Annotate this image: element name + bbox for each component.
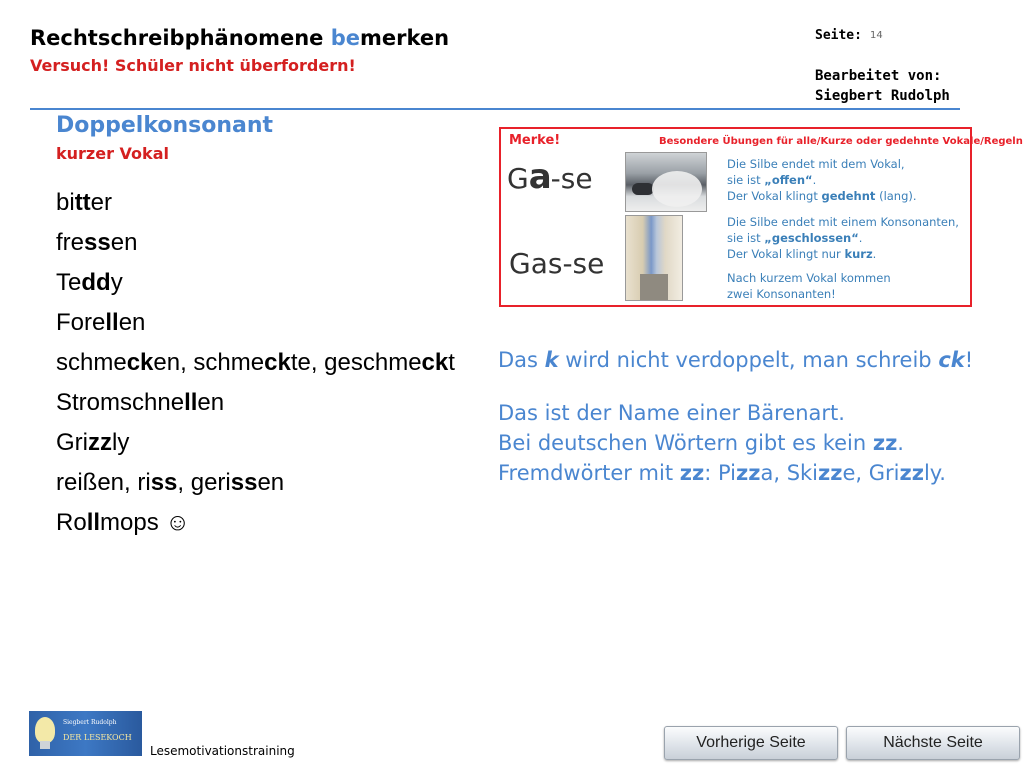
- word-consonant-highlight: ck: [421, 349, 449, 376]
- note-zz-line3-d: e, Gri: [842, 461, 900, 485]
- exhaust-photo-icon: [625, 152, 707, 212]
- word-list: [56, 186, 455, 546]
- word-item: [56, 306, 455, 346]
- word-consonant-highlight: tt: [74, 189, 91, 216]
- word-segment: Te: [56, 269, 82, 296]
- note-zz-line2-b: .: [897, 431, 904, 455]
- note-zz-line3-zz1: zz: [679, 461, 705, 485]
- note-ck-letter: k: [544, 348, 559, 372]
- word-consonant-highlight: ss: [84, 229, 111, 256]
- note-zz-line3: [498, 458, 946, 488]
- topic-subtitle: kurzer Vokal: [56, 144, 169, 163]
- rule-closed-line3: [727, 246, 959, 262]
- word-open-vowel: a: [528, 157, 551, 197]
- merke-heading: Besondere Übungen für alle/Kurze oder gedehnte Vokale/Regeln: [659, 136, 1023, 147]
- title-part1: Rechtschreibphänomene: [30, 26, 331, 50]
- rule-open-line3-a: Der Vokal klingt: [727, 189, 822, 203]
- rule-open-line2-a: sie ist: [727, 173, 765, 187]
- word-segment: Fore: [56, 309, 106, 336]
- word-consonant-highlight: ss: [230, 469, 258, 496]
- rule-closed-line3-b: kurz: [844, 247, 873, 261]
- word-closed-syllable: Gas-se: [509, 247, 605, 280]
- note-ck-ck: ck: [938, 348, 965, 372]
- rule-closed-line3-a: Der Vokal klingt nur: [727, 247, 845, 261]
- word-segment: y: [110, 269, 123, 296]
- word-item: [56, 506, 455, 546]
- rule-closed-line2-a: sie ist: [727, 231, 765, 245]
- word-segment: Ro: [56, 509, 87, 536]
- word-consonant-highlight: zz: [88, 429, 112, 456]
- word-segment: te, geschme: [290, 349, 422, 376]
- word-segment: reißen, ri: [56, 469, 151, 496]
- edited-by-name: Siegbert Rudolph: [815, 88, 950, 104]
- next-page-button[interactable]: Nächste Seite: [846, 726, 1020, 760]
- lesekoch-logo: [29, 711, 142, 756]
- word-segment: Stromschne: [56, 389, 185, 416]
- word-segment: , geri: [177, 469, 231, 496]
- word-segment: Gri: [56, 429, 88, 456]
- word-segment: fre: [56, 229, 85, 256]
- title-highlight: be: [330, 26, 361, 50]
- page-title: [30, 26, 449, 50]
- note-ck-part3: !: [964, 348, 974, 372]
- word-consonant-highlight: ll: [184, 389, 198, 416]
- word-segment: schme: [56, 349, 127, 376]
- word-segment: en: [197, 389, 225, 416]
- edited-by-label: Bearbeitet von:: [815, 68, 942, 84]
- rule-open-line2-c: .: [812, 173, 817, 187]
- rule-open-line3-b: gedehnt: [821, 189, 876, 203]
- word-open-syllable: [507, 157, 593, 197]
- word-item: [56, 186, 455, 226]
- word-item: [56, 386, 455, 426]
- merke-label: Merke!: [509, 133, 561, 148]
- note-zz-line3-c: a, Ski: [760, 461, 819, 485]
- note-zz-line3-a: Fremdwörter mit: [498, 461, 680, 485]
- word-item: [56, 346, 455, 386]
- lightbulb-icon: [35, 717, 55, 743]
- word-segment: t: [448, 349, 455, 376]
- logo-brand: DER LESEKOCH: [63, 733, 132, 742]
- note-zz-line3-zz3: zz: [818, 461, 843, 485]
- note-zz-line3-zz4: zz: [899, 461, 924, 485]
- word-consonant-highlight: dd: [81, 269, 111, 296]
- rule-closed-line2-c: .: [858, 231, 863, 245]
- title-part2: merken: [360, 26, 450, 50]
- rule-open-line2-b: „offen“: [764, 173, 813, 187]
- note-zz: [498, 398, 946, 488]
- word-consonant-highlight: ss: [150, 469, 178, 496]
- word-item: [56, 466, 455, 506]
- logo-author: Siegbert Rudolph: [63, 719, 117, 726]
- word-consonant-highlight: ll: [86, 509, 101, 536]
- page-label: Seite:: [815, 28, 862, 43]
- rule-open-line1: Die Silbe endet mit dem Vokal,: [727, 157, 905, 171]
- rule-short-vowel: [727, 270, 891, 302]
- word-consonant-highlight: ck: [126, 349, 154, 376]
- rule-open-line2: [727, 172, 917, 188]
- alley-photo-icon: [625, 215, 683, 301]
- note-zz-line2-a: Bei deutschen Wörtern gibt es kein: [498, 431, 873, 455]
- note-zz-line2-zz: zz: [872, 431, 898, 455]
- note-zz-line3-b: : Pi: [704, 461, 737, 485]
- rule-closed-line2: [727, 230, 959, 246]
- rule-closed-syllable: [727, 214, 959, 262]
- merke-box: [499, 127, 1023, 307]
- word-item: [56, 426, 455, 466]
- topic-title: Doppelkonsonant: [56, 113, 274, 138]
- rule-open-line3: [727, 188, 917, 204]
- rule-closed-line3-c: .: [872, 247, 877, 261]
- rule-open-syllable: [727, 156, 917, 204]
- exhaust-pipe: [632, 183, 654, 195]
- word-segment: ly: [112, 429, 130, 456]
- rule-short-line1: Nach kurzem Vokal kommen: [727, 271, 891, 285]
- word-segment: en: [118, 309, 146, 336]
- word-segment: en: [257, 469, 285, 496]
- word-consonant-highlight: ll: [105, 309, 119, 336]
- footer-label: Lesemotivationstraining: [150, 744, 295, 758]
- rule-closed-line1: Die Silbe endet mit einem Konsonanten,: [727, 215, 959, 229]
- word-segment: bi: [56, 189, 75, 216]
- word-item: [56, 266, 455, 306]
- rule-open-line3-c: (lang).: [875, 189, 917, 203]
- rule-closed-line2-b: „geschlossen“: [764, 231, 859, 245]
- note-ck-part2: wird nicht verdoppelt, man schreib: [558, 348, 939, 372]
- note-ck: [498, 348, 973, 372]
- note-ck-part1: Das: [498, 348, 545, 372]
- word-open-part1: G: [507, 162, 529, 195]
- word-item: [56, 226, 455, 266]
- note-zz-line3-e: ly.: [923, 461, 946, 485]
- note-zz-line1: Das ist der Name einer Bärenart.: [498, 401, 845, 425]
- word-consonant-highlight: ck: [264, 349, 291, 376]
- page-number: 14: [870, 30, 883, 41]
- smoke-cloud: [652, 171, 702, 207]
- lightbulb-base: [40, 741, 50, 749]
- word-segment: mops ☺: [100, 509, 190, 536]
- rule-short-line2: zwei Konsonanten!: [727, 287, 836, 301]
- page-subtitle: Versuch! Schüler nicht überfordern!: [30, 56, 356, 75]
- word-segment: en, schme: [153, 349, 265, 376]
- alley-road: [640, 274, 668, 300]
- word-segment: er: [90, 189, 113, 216]
- previous-page-button[interactable]: Vorherige Seite: [664, 726, 838, 760]
- word-segment: en: [110, 229, 138, 256]
- note-zz-line3-zz2: zz: [736, 461, 761, 485]
- header-divider: [30, 108, 960, 110]
- word-open-part2: -se: [550, 162, 593, 195]
- note-zz-line2: [498, 428, 946, 458]
